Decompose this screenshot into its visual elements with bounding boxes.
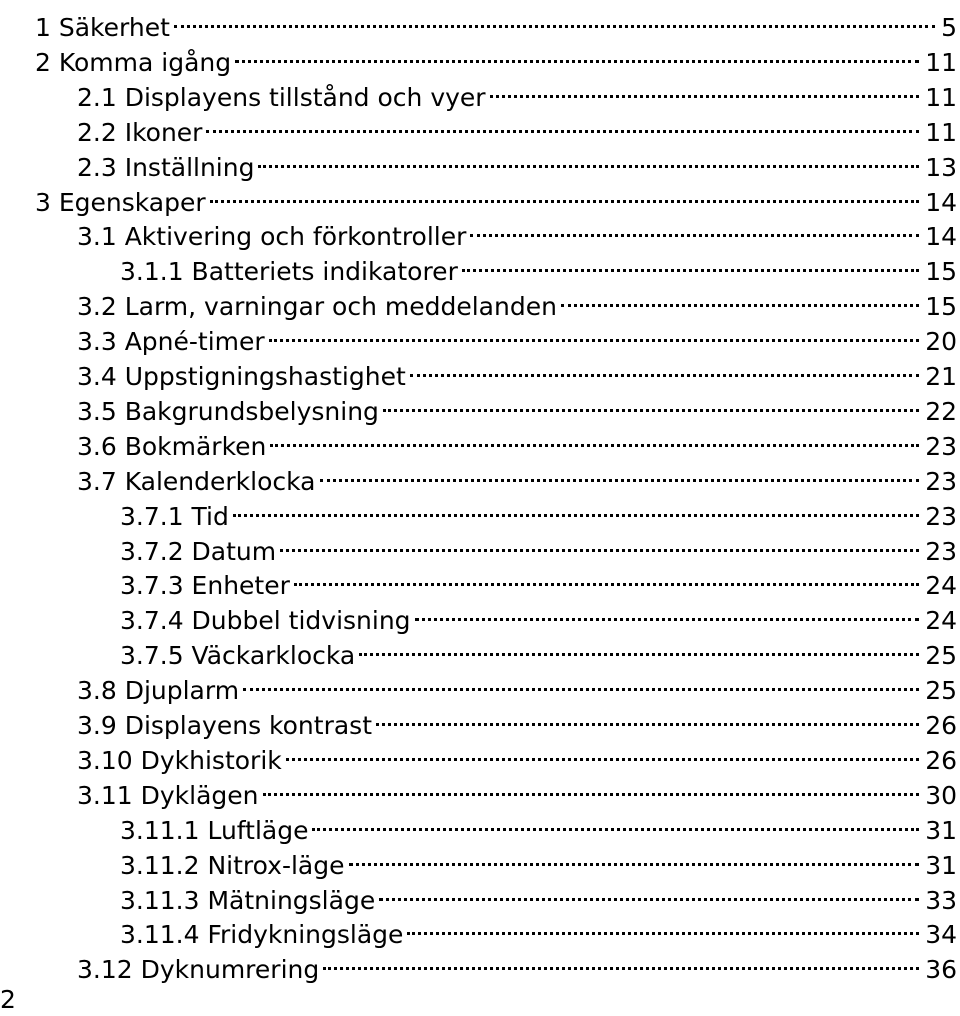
toc-entry-page: 14	[925, 187, 957, 217]
toc-entry-label: 3.7.1 Tid	[120, 501, 229, 531]
toc-entry-label: 3.12 Dyknumrering	[77, 955, 320, 985]
dot-leader	[210, 177, 920, 211]
toc-entry-label: 3.10 Dykhistorik	[77, 745, 282, 775]
toc-entry[interactable]	[35, 2, 957, 42]
toc-entry[interactable]	[35, 177, 957, 217]
toc-entry-label: 3.6 Bokmärken	[77, 431, 267, 461]
toc-entry-page: 5	[941, 13, 957, 42]
toc-entry[interactable]	[77, 386, 957, 426]
dot-leader	[270, 421, 919, 455]
toc-entry-label: 2 Komma igång	[35, 47, 232, 77]
toc-entry[interactable]	[77, 770, 957, 810]
toc-entry-label: 2.2 Ikoner	[77, 117, 203, 147]
toc-entry-page: 22	[925, 396, 957, 426]
toc-entry[interactable]	[77, 944, 957, 985]
toc-entry-page: 13	[925, 152, 957, 182]
dot-leader	[379, 875, 919, 909]
dot-leader	[407, 909, 919, 943]
toc-entry-label: 3.2 Larm, varningar och meddelanden	[77, 292, 557, 322]
toc-entry[interactable]	[77, 107, 957, 147]
toc-entry-label: 3.7.2 Datum	[120, 536, 277, 566]
dot-leader	[233, 491, 919, 525]
toc-entry[interactable]	[120, 526, 957, 566]
dot-leader	[263, 770, 920, 804]
toc-entry-page: 30	[925, 780, 957, 810]
toc-entry-label: 3.11.3 Mätningsläge	[120, 885, 376, 915]
toc-entry[interactable]	[120, 805, 957, 845]
toc-entry-page: 15	[925, 292, 957, 322]
dot-leader	[410, 351, 919, 385]
toc-entry[interactable]	[77, 665, 957, 706]
toc-entry-label: 3.7.5 Väckarklocka	[120, 641, 356, 671]
toc-entry[interactable]	[120, 630, 957, 671]
toc-entry-page: 25	[925, 676, 957, 706]
dot-leader	[349, 840, 920, 874]
toc-entry[interactable]	[120, 491, 957, 531]
dot-leader	[258, 142, 919, 176]
toc-entry-label: 2.3 Inställning	[77, 152, 255, 182]
dot-leader	[462, 246, 919, 280]
dot-leader	[174, 2, 935, 36]
toc-entry-label: 3.5 Bakgrundsbelysning	[77, 396, 379, 426]
toc-entry-label: 3.9 Displayens kontrast	[77, 711, 373, 740]
toc-entry[interactable]	[35, 37, 957, 77]
toc-entry-page: 36	[925, 955, 957, 985]
toc-entry-page: 24	[925, 571, 957, 601]
toc-entry-page: 23	[925, 501, 957, 531]
toc-entry-page: 11	[925, 82, 957, 112]
toc-entry-label: 3.11 Dyklägen	[77, 780, 259, 810]
toc-entry[interactable]	[120, 246, 957, 287]
toc-entry[interactable]	[77, 316, 957, 357]
dot-leader	[376, 700, 919, 734]
toc-entry-label: 3.11.2 Nitrox-läge	[120, 850, 345, 880]
toc-entry-page: 11	[925, 47, 957, 77]
toc-entry-label: 3.8 Djuplarm	[77, 676, 240, 706]
dot-leader	[286, 735, 919, 769]
toc-entry-page: 15	[925, 257, 957, 287]
toc-entry[interactable]	[77, 421, 957, 461]
toc-entry-page: 33	[925, 885, 957, 915]
toc-entry[interactable]	[77, 72, 957, 112]
toc-entry-page: 24	[925, 606, 957, 636]
toc-entry-label: 3.11.1 Luftläge	[120, 815, 309, 845]
dot-leader	[243, 665, 919, 699]
dot-leader	[490, 72, 920, 106]
toc-entry-page: 14	[925, 222, 957, 252]
toc-entry-page: 11	[925, 117, 957, 147]
toc-entry-label: 3 Egenskaper	[35, 187, 206, 217]
toc-entry[interactable]	[77, 142, 957, 182]
dot-leader	[323, 944, 919, 978]
toc-entry-page: 23	[925, 466, 957, 496]
toc-entry[interactable]	[77, 211, 957, 252]
toc-entry[interactable]	[120, 560, 957, 601]
toc-entry[interactable]	[77, 281, 957, 322]
dot-leader	[320, 456, 920, 490]
toc-entry-label: 3.1 Aktivering och förkontroller	[77, 222, 467, 252]
toc-entry-page: 26	[925, 745, 957, 775]
toc-entry-label: 3.7.4 Dubbel tidvisning	[120, 606, 411, 636]
page-number: 2	[0, 985, 16, 1014]
dot-leader	[269, 316, 920, 350]
toc-entry-label: 1 Säkerhet	[35, 13, 170, 42]
toc-entry[interactable]	[120, 875, 957, 915]
toc-entry-page: 25	[925, 641, 957, 671]
toc-entry-page: 20	[925, 327, 957, 357]
toc-entry-page: 21	[925, 362, 957, 391]
toc-entry-page: 23	[925, 431, 957, 461]
dot-leader	[359, 630, 919, 664]
toc-entry-label: 3.7 Kalenderklocka	[77, 466, 316, 496]
dot-leader	[383, 386, 919, 420]
dot-leader	[312, 805, 919, 839]
toc-entry[interactable]	[120, 840, 957, 880]
toc-entry-label: 3.11.4 Fridykningsläge	[120, 920, 404, 950]
toc-entry-label: 3.7.3 Enheter	[120, 571, 290, 601]
toc-entry-page: 34	[925, 920, 957, 950]
toc-entry-label: 3.4 Uppstigningshastighet	[77, 362, 406, 391]
toc-entry-page: 31	[925, 815, 957, 845]
toc-entry-label: 2.1 Displayens tillstånd och vyer	[77, 82, 486, 112]
toc-entry[interactable]	[120, 595, 957, 636]
toc-entry-label: 3.3 Apné-timer	[77, 327, 265, 357]
dot-leader	[280, 526, 919, 560]
dot-leader	[561, 281, 919, 315]
dot-leader	[415, 595, 920, 629]
toc-entry[interactable]	[77, 456, 957, 496]
toc-entry-label: 3.1.1 Batteriets indikatorer	[120, 257, 458, 287]
toc-entry[interactable]	[77, 351, 957, 391]
toc-entry-page: 23	[925, 536, 957, 566]
dot-leader	[294, 560, 919, 594]
toc-entry-page: 26	[925, 711, 957, 740]
toc-entry-page: 31	[925, 850, 957, 880]
dot-leader	[235, 37, 919, 71]
toc-entry[interactable]	[77, 735, 957, 775]
dot-leader	[470, 211, 919, 245]
toc-entry[interactable]	[120, 909, 957, 950]
dot-leader	[206, 107, 919, 141]
toc-entry[interactable]	[77, 700, 957, 740]
